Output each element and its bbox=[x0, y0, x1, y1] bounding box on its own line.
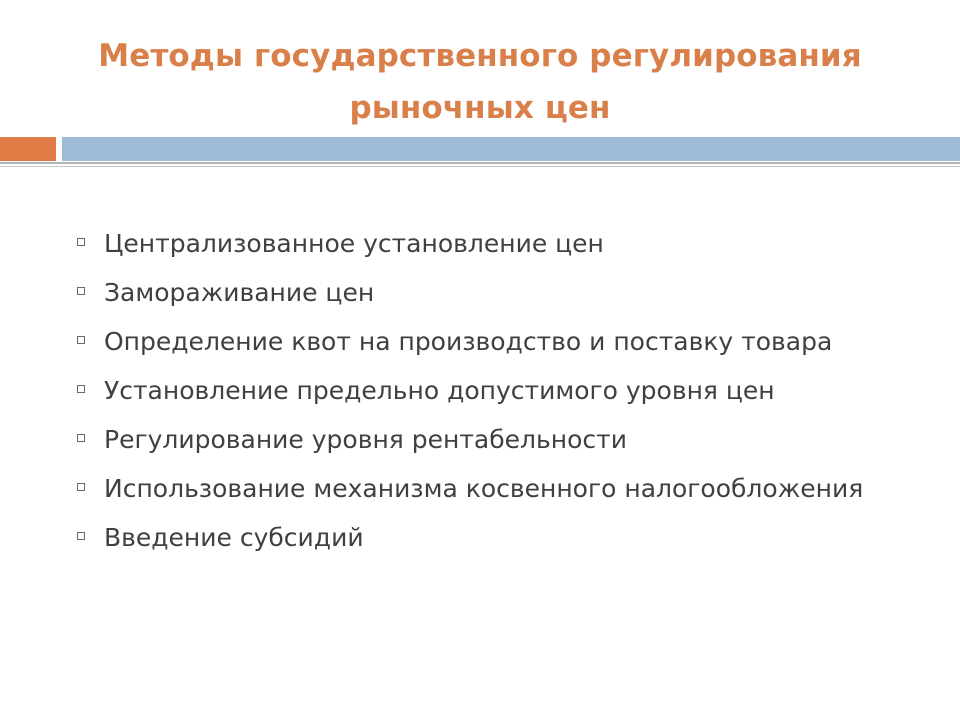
hollow-square-icon bbox=[77, 287, 85, 295]
bullet-text: Централизованное установление цен bbox=[104, 229, 604, 258]
hollow-square-icon bbox=[77, 483, 85, 491]
bullet-item bbox=[76, 469, 936, 508]
bullet-text: Введение субсидий bbox=[104, 523, 364, 552]
slide-title-line-2: рыночных цен bbox=[349, 90, 611, 126]
bullet-text: Регулирование уровня рентабельности bbox=[104, 425, 627, 454]
bullet-text: Установление предельно допустимого уровня цен bbox=[104, 376, 775, 405]
slide-title-line-1: Методы государственного регулирования bbox=[98, 38, 862, 74]
hollow-square-icon bbox=[77, 238, 85, 246]
hollow-square-icon bbox=[77, 532, 85, 540]
hollow-square-icon bbox=[77, 434, 85, 442]
bullet-text: Определение квот на производство и поставку товара bbox=[104, 327, 833, 356]
bullet-text: Замораживание цен bbox=[104, 278, 375, 307]
hollow-square-icon bbox=[77, 385, 85, 393]
bullet-item bbox=[76, 420, 936, 459]
bullet-text: Использование механизма косвенного налогообложения bbox=[104, 474, 864, 503]
bullet-item bbox=[76, 224, 936, 263]
accent-bar-orange bbox=[0, 137, 56, 161]
divider-line-thin bbox=[0, 166, 960, 167]
bullet-item bbox=[76, 273, 936, 312]
slide-title bbox=[40, 30, 920, 134]
bullet-item bbox=[76, 322, 936, 361]
bullet-item bbox=[76, 371, 936, 410]
accent-bar-blue bbox=[62, 137, 960, 161]
bullet-list bbox=[76, 224, 936, 567]
divider-line bbox=[0, 162, 960, 164]
hollow-square-icon bbox=[77, 336, 85, 344]
bullet-item bbox=[76, 518, 936, 557]
